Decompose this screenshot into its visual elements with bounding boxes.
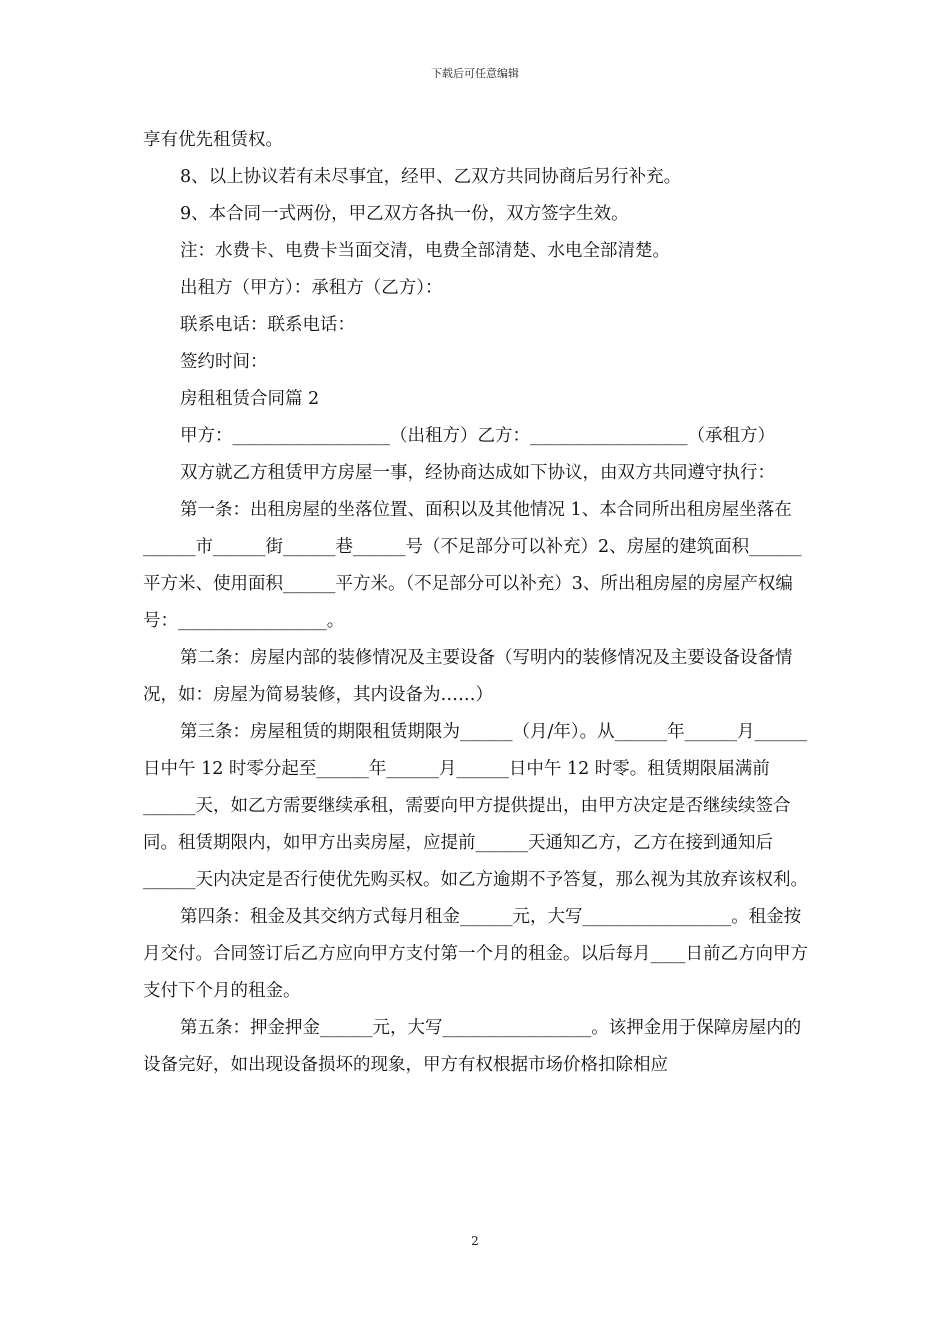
- article-1: 第一条：出租房屋的坐落位置、面积以及其他情况 1、本合同所出租房屋坐落在______市______街______巷______号（不足部分可以补充）2、房屋的建筑面积______平方米、使用面积______平方米。（不足部分可以补充）3、所出租房屋的房屋产权编号：_________________。: [143, 500, 802, 631]
- article-4: 第四条：租金及其交纳方式每月租金______元，大写_________________。租金按月交付。合同签订后乙方应向甲方支付第一个月的租金。以后每月____日前乙方向甲方支付下个月的租金。: [143, 907, 808, 1001]
- note-line: 注：水费卡、电费卡当面交清，电费全部清楚、水电全部清楚。: [180, 241, 670, 261]
- contact-phone-line: 联系电话：联系电话：: [180, 315, 355, 335]
- text-line: 享有优先租赁权。: [143, 130, 283, 150]
- article-2: 第二条：房屋内部的装修情况及主要设备（写明内的装修情况及主要设备设备情况，如：房屋为简易装修，其内设备为……）: [143, 648, 793, 705]
- signing-date-line: 签约时间：: [180, 352, 268, 372]
- article-3: 第三条：房屋租赁的期限租赁期限为______（月/年）。从______年______月______日中午 12 时零分起至______年______月______日中午 12 时零。租赁期限届满前______天，如乙方需要继续承租，需要向甲方提供提出，由甲方决定是否继续续签合同。租赁期限内，如甲方出卖房屋，应提前______天通知乙方，乙方在接到通知后______天内决定是否行使优先购买权。如乙方逾期不予答复，那么视为其放弃该权利。: [143, 722, 808, 890]
- agreement-intro: 双方就乙方租赁甲方房屋一事，经协商达成如下协议，由双方共同遵守执行：: [180, 463, 775, 483]
- section-title: 房租租赁合同篇 2: [180, 389, 320, 409]
- signature-parties-line: 出租方（甲方）：承租方（乙方）：: [180, 278, 443, 298]
- document-body: [143, 122, 815, 1084]
- clause-9: 9、本合同一式两份，甲乙双方各执一份，双方签字生效。: [180, 204, 629, 224]
- page-header: 下载后可任意编辑: [431, 67, 519, 80]
- parties-paragraph: 甲方：__________________（出租方）乙方：__________________（承租方）: [180, 426, 775, 446]
- clause-8: 8、以上协议若有未尽事宜，经甲、乙双方共同协商后另行补充。: [180, 167, 682, 187]
- article-5: 第五条：押金押金______元，大写_________________。该押金用于保障房屋内的设备完好，如出现设备损坏的现象，甲方有权根据市场价格扣除相应: [143, 1018, 802, 1075]
- page-number: 2: [471, 1234, 479, 1248]
